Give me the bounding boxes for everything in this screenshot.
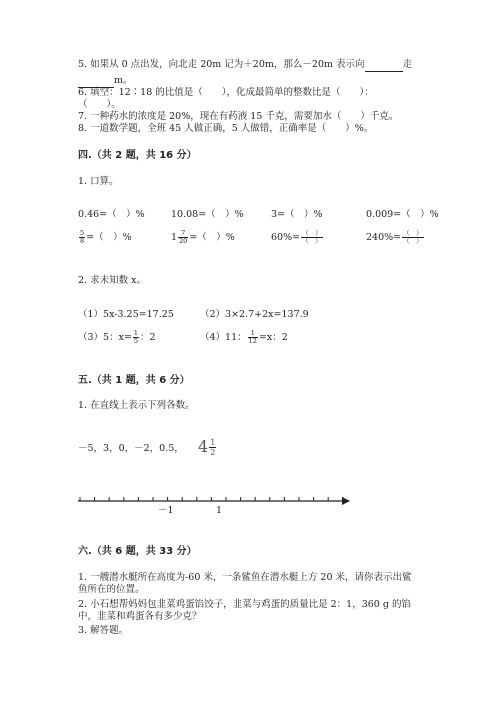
fraction bbox=[209, 438, 216, 457]
denominator: 20 bbox=[179, 237, 188, 245]
calc-text: =（ ）% bbox=[189, 232, 235, 243]
ticks bbox=[80, 497, 343, 501]
calc-1-1: 0.46=（ ）% bbox=[78, 209, 145, 220]
equation-1: （1）5x-3.25=17.25 bbox=[78, 309, 174, 320]
oral-calc-label: 1. 口算。 bbox=[78, 176, 119, 187]
fraction bbox=[79, 230, 85, 245]
calc-text: 240%= bbox=[366, 232, 402, 243]
section-6-title: 六.（共 6 题，共 33 分） bbox=[78, 546, 197, 557]
question-5-text-c: m。 bbox=[114, 75, 133, 86]
fraction bbox=[178, 230, 188, 245]
fraction bbox=[248, 330, 258, 345]
denominator: 2 bbox=[210, 448, 216, 457]
calc-text: =（ ）% bbox=[86, 232, 132, 243]
tick-label-neg-one: －1 bbox=[158, 505, 174, 516]
fraction bbox=[133, 330, 139, 345]
question-6-cont: （ ）。 bbox=[78, 99, 121, 110]
equation-3 bbox=[78, 330, 156, 345]
denominator: （ ） bbox=[403, 237, 423, 245]
equation-text: （4）11： bbox=[200, 332, 247, 343]
whole-number: 4 bbox=[198, 437, 209, 456]
question-7: 7. 一种药水的浓度是 20%，现在有药液 15 千克，需要加水（ ）千克。 bbox=[78, 111, 399, 122]
numerator: （ ） bbox=[403, 229, 423, 237]
calc-2-2 bbox=[171, 230, 235, 245]
question-6-2-line2: 中，韭菜和鸡蛋各有多少克？ bbox=[78, 611, 202, 622]
calc-1-4: 0.009=（ ）% bbox=[366, 209, 439, 220]
number-line-question: 1. 在直线上表示下列各数。 bbox=[78, 400, 195, 411]
whole-number: 1 bbox=[171, 232, 178, 243]
denominator: 8 bbox=[80, 237, 85, 245]
calc-1-2: 10.08=（ ）% bbox=[171, 209, 244, 220]
question-6-2-line1: 2. 小石想帮妈妈包韭菜鸡蛋馅饺子，韭菜与鸡蛋的质量比是 2：1，360 g 的馅 bbox=[78, 599, 411, 610]
question-6-1-line1: 1. 一艘潜水艇所在高度为-60 米，一条鲨鱼在潜水艇上方 20 米，请你表示出鲨 bbox=[78, 572, 412, 583]
calc-2-1 bbox=[78, 230, 132, 245]
section-4-title: 四.（共 2 题，共 16 分） bbox=[78, 150, 197, 161]
numerator: 5 bbox=[80, 229, 85, 237]
denominator: 5 bbox=[133, 337, 139, 345]
question-8: 8. 一道数学题，全班 45 人做正确，5 人做错，正确率是（ ）%。 bbox=[78, 123, 374, 134]
question-5-text: 5. 如果从 0 点出发，向北走 20m 记为＋20m，那么－20m 表示向 bbox=[78, 59, 365, 70]
calc-2-3 bbox=[271, 230, 324, 245]
number-line bbox=[70, 490, 360, 520]
numerator: （ ） bbox=[302, 229, 322, 237]
mixed-number bbox=[198, 437, 217, 457]
section-5-title: 五.（共 1 题，共 6 分） bbox=[78, 375, 190, 386]
numbers-to-plot: －5，3，0，－2，0.5， bbox=[78, 443, 184, 454]
fraction bbox=[301, 230, 323, 245]
question-6-1-line2: 鱼所在的位置。 bbox=[78, 584, 145, 595]
solve-x-label: 2. 求未知数 x。 bbox=[78, 275, 146, 286]
calc-2-4 bbox=[366, 230, 425, 245]
numerator: 1 bbox=[133, 329, 139, 337]
equation-2: （2）3×2.7+2x=137.9 bbox=[200, 309, 309, 320]
numerator: 1 bbox=[210, 438, 216, 447]
tick-label-one: 1 bbox=[216, 505, 223, 516]
equation-text: ：2 bbox=[140, 332, 156, 343]
denominator: 12 bbox=[248, 337, 257, 345]
equation-4 bbox=[200, 330, 288, 345]
question-6: 6. 填空：12∶18 的比值是（ ），化成最简单的整数比是（ ）： bbox=[78, 87, 374, 98]
question-5-text-b: 走 bbox=[402, 59, 413, 70]
question-5 bbox=[78, 59, 412, 72]
blank-line[interactable] bbox=[365, 59, 403, 72]
fraction bbox=[402, 230, 424, 245]
calc-1-3: 3=（ ）% bbox=[271, 209, 323, 220]
numerator: 7 bbox=[178, 230, 188, 238]
numerator: 1 bbox=[248, 330, 258, 338]
equation-text: =x：2 bbox=[258, 332, 288, 343]
denominator: （ ） bbox=[302, 237, 322, 245]
equation-text: （3）5：x= bbox=[78, 332, 132, 343]
question-6-3: 3. 解答题。 bbox=[78, 625, 129, 636]
calc-text: 60%= bbox=[271, 232, 301, 243]
